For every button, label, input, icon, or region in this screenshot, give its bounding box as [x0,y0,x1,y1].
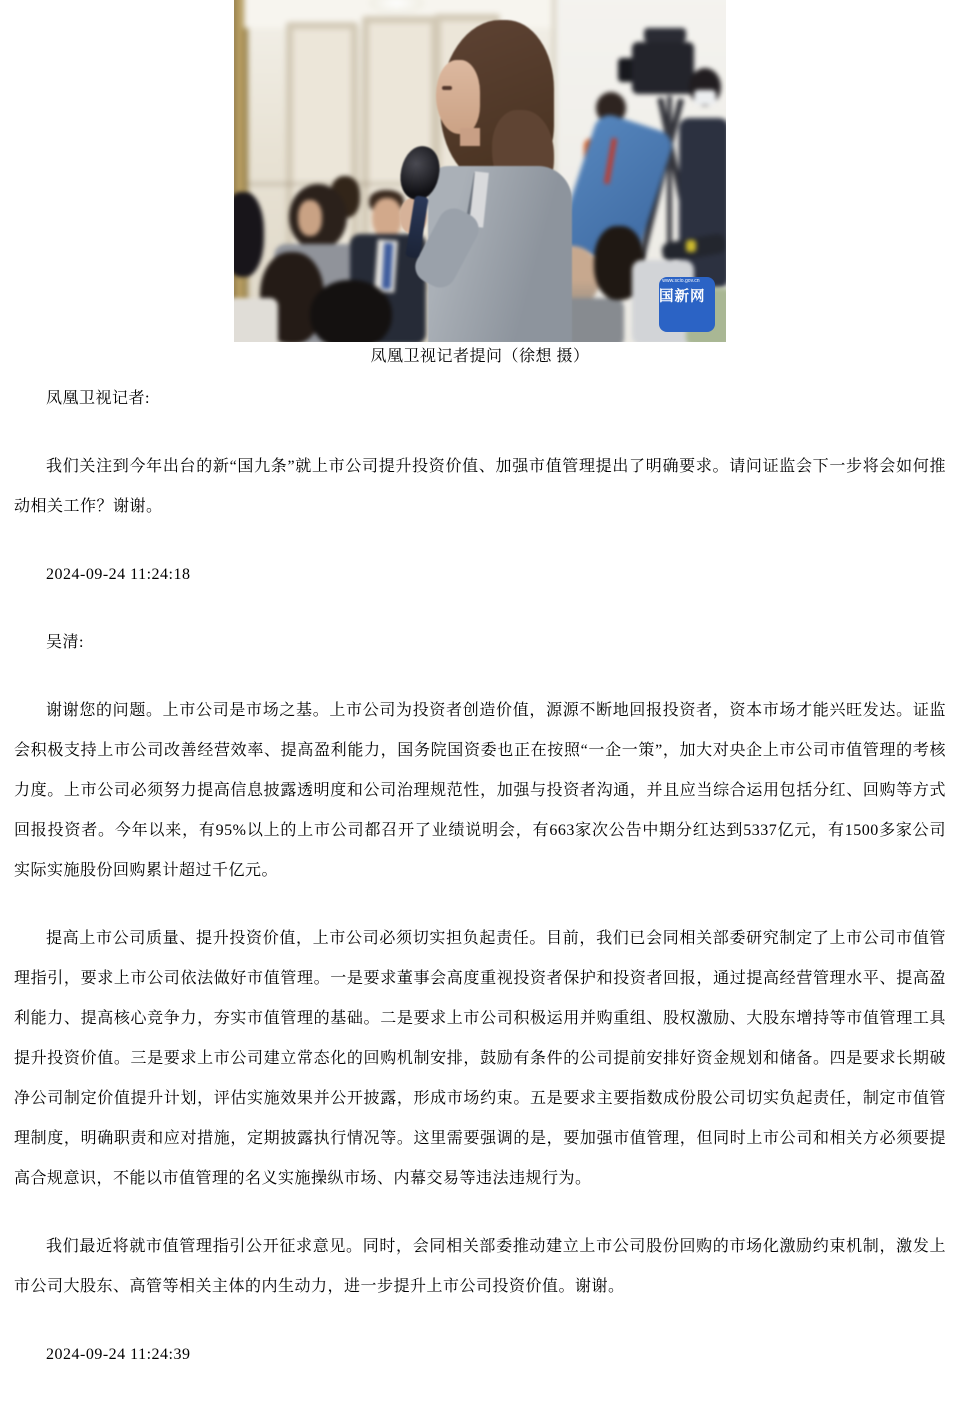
scio-watermark-logo [659,277,715,332]
journalist-neck [460,128,480,146]
question-speaker: 凤凰卫视记者: [46,390,150,407]
answer-paragraph-2: 提高上市公司质量、提升投资价值，上市公司必须切实担负起责任。目前，我们已会同相关部委研究制定了上市公司市值管理指引，要求上市公司依法做好市值管理。一是要求董事会高度重视投资者保护和投资者回报，通过提高经营管理水平、提高盈利能力、提高核心竞争力，夯实市值管理的基础。二是要求上市公司积极运用并购重组、股权激励、大股东增持等市值管理工具提升投资价值。三是要求上市公司建立常态化的回购机制安排，鼓励有条件的公司提前安排好资金规划和储备。四是要求长期破净公司制定价值提升计划，评估实施效果并公开披露，形成市场约束。五是要求主要指数成份股公司切实负起责任，制定市值管理制度，明确职责和应对措施，定期披露执行情况等。这里需要强调的是，要加强市值管理，但同时上市公司和相关方必须要提高合规意识，不能以市值管理的名义实施操纵市场、内幕交易等违法违规行为。 [14,930,946,1187]
watermark-url: www.scio.gov.cn [662,278,700,284]
photo-caption: 凤凰卫视记者提问（徐想 摄） [370,348,590,365]
photo-figure [234,0,726,367]
press-conference-photo [234,0,726,342]
answer-paragraph-1: 谢谢您的问题。上市公司是市场之基。上市公司为投资者创造价值，源源不断地回报投资者，资本市场才能兴旺发达。证监会积极支持上市公司改善经营效率、提高盈利能力，国务院国资委也正在按照“一企一策”，加大对央企上市公司市值管理的考核力度。上市公司必须努力提高信息披露透明度和公司治理规范性，加强与投资者沟通，并且应当综合运用包括分红、回购等方式回报投资者。今年以来，有95%以上的上市公司都召开了业绩说明会，有663家次公告中期分红达到5337亿元，有1500多家公司实际实施股份回购累计超过千亿元。 [14,702,946,879]
article-content [14,379,946,1375]
answer-speaker: 吴清: [46,634,84,651]
question-text: 我们关注到今年出台的新“国九条”就上市公司提升投资价值、加强市值管理提出了明确要求。请问证监会下一步将会如何推动相关工作？谢谢。 [14,458,946,515]
question-timestamp: 2024-09-24 11:24:18 [46,566,191,583]
journalist-face [436,60,480,134]
journalist-eye [442,86,452,90]
photo-journalist [234,0,726,342]
answer-timestamp: 2024-09-24 11:24:39 [46,1346,191,1363]
watermark-title: 国新网 [659,289,706,305]
answer-paragraph-3: 我们最近将就市值管理指引公开征求意见。同时，会同相关部委推动建立上市公司股份回购的市场化激励约束机制，激发上市公司大股东、高管等相关主体的内生动力，进一步提升上市公司投资价值。谢谢。 [14,1238,946,1295]
